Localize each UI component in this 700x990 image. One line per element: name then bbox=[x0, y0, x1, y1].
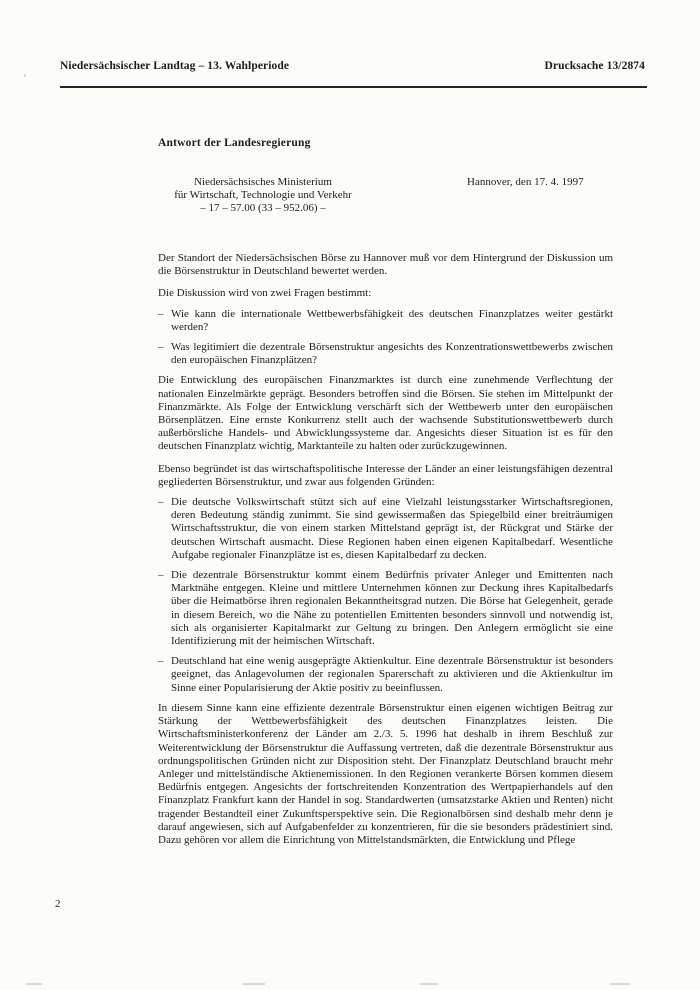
list-item bbox=[158, 655, 613, 695]
running-head-left: Niedersächsischer Landtag – 13. Wahlperiode bbox=[60, 60, 290, 72]
scan-artifact bbox=[26, 983, 42, 985]
ministry-department: für Wirtschaft, Technologie und Verkehr bbox=[174, 189, 352, 201]
ministry-reference-number: – 17 – 57.00 (33 – 952.06) – bbox=[200, 202, 326, 214]
list-item bbox=[158, 341, 613, 367]
dateline: Hannover, den 17. 4. 1997 bbox=[467, 176, 584, 188]
header-rule bbox=[60, 86, 647, 88]
reason-list bbox=[158, 496, 613, 695]
list-item-text: Deutschland hat eine wenig ausgeprägte Aktienkultur. Eine dezentrale Börsenstruktur ist besonders geeignet, das Anlagevolumen der regionalen Sparerschaft zu aktivieren und die Aktienkultur im Sinne einer Popularisierung der Aktie positiv zu beeinflussen. bbox=[171, 655, 613, 694]
paragraph: Ebenso begründet ist das wirtschaftspolitische Interesse der Länder an einer leistungsfähigen dezentral gegliederten Börsenstruktur, und zwar aus folgenden Gründen: bbox=[158, 462, 613, 488]
paragraph: Der Standort der Niedersächsischen Börse zu Hannover muß vor dem Hintergrund der Diskussion um die Börsenstruktur in Deutschland bewertet werden. bbox=[158, 252, 613, 278]
paragraph: Die Entwicklung des europäischen Finanzmarktes ist durch eine zunehmende Verflechtung der nationalen Einzelmärkte geprägt. Besonders betroffen sind die Börsen. Sie stehen im Mittelpunkt der Finanzmärkte. Als Folge der Entwicklung verschärft sich der Wettbewerb unter den europäischen Börsenplätzen. Eine ernste Konkurrenz stellt auch der wachsende Substitutionswettbewerb durch außerbörsliche Handels- und Abwicklungssysteme dar. Angesichts dieser Situation ist es für den deutschen Finanzplatz wichtig, Marktanteile zu halten oder zurückzugewinnen. bbox=[158, 374, 613, 453]
scan-artifact bbox=[243, 983, 265, 985]
list-item-text: Was legitimiert die dezentrale Börsenstruktur angesichts des Konzentrationswettbewerbs zwischen den europäischen Finanzplätzen? bbox=[171, 341, 613, 367]
list-dash: – bbox=[158, 569, 164, 582]
list-dash: – bbox=[158, 307, 164, 320]
section-title: Antwort der Landesregierung bbox=[158, 137, 311, 149]
list-item bbox=[158, 496, 613, 562]
scan-artifact bbox=[24, 74, 26, 77]
page-number: 2 bbox=[55, 898, 61, 910]
scan-artifact bbox=[610, 983, 630, 985]
document-body bbox=[158, 252, 613, 856]
paragraph: Die Diskussion wird von zwei Fragen bestimmt: bbox=[158, 287, 372, 300]
scan-artifact bbox=[420, 983, 438, 985]
running-head-right: Drucksache 13/2874 bbox=[544, 60, 645, 72]
list-dash: – bbox=[158, 341, 164, 354]
list-item-text: Die dezentrale Börsenstruktur kommt einem Bedürfnis privater Anleger und Emittenten nach Marktnähe entgegen. Kleine und mittlere Unternehmen können zur Deckung ihres Kapitalbedarfs über die Heimatbörse ihren regionalen Bekanntheitsgrad nutzen. Die Börse hat Gelegenheit, gerade in diesem Bereich, wo die Nähe zu potentiellen Emittenten besonders sinnvoll und notwendig ist, sich als organisierter Kapitalmarkt zur Geltung zu bringen. Den Anlegern ermöglicht sie eine Identifizierung mit der heimischen Wirtschaft. bbox=[171, 569, 613, 648]
ministry-name: Niedersächsisches Ministerium bbox=[194, 176, 332, 188]
list-item bbox=[158, 569, 613, 648]
list-dash: – bbox=[158, 496, 164, 509]
question-list bbox=[158, 308, 613, 368]
list-item bbox=[158, 308, 613, 334]
paragraph: In diesem Sinne kann eine effiziente dezentrale Börsenstruktur einen eigenen wichtigen Beitrag zur Stärkung der Wettbewerbsfähigkeit des deutschen Finanzplatzes leisten. Die Wirtschaftsministerkonferenz der Länder am 2./3. 5. 1996 hat deshalb in ihrem Beschluß zur Weiterentwicklung der Börsenstruktur die Auffassung vertreten, daß die dezentrale Börsenstruktur aus ordnungspolitischen Gründen nicht zur Disposition steht. Der Finanzplatz Deutschland braucht mehr Anleger und mittelständische Aktienemissionen. In den Regionen verankerte Börsen kommen diesem Bedürfnis entgegen. Angesichts der fortschreitenden Konzentration des Wertpapierhandels auf den Finanzplatz Frankfurt kann der Handel in sog. Standardwerten (umsatzstarke Aktien und Renten) nicht tragender Bestandteil einer Zukunftsperspektive sein. Die Regionalbörsen sind deshalb mehr denn je darauf angewiesen, sich auf Aufgabenfelder zu konzentrieren, für die sie besonders prädestiniert sind. Dazu gehören vor allem die Einrichtung von Mittelstandsmärkten, die Entwicklung und Pflege bbox=[158, 701, 613, 846]
list-item-text: Die deutsche Volkswirtschaft stützt sich auf eine Vielzahl leistungsstarker Wirtschaftsregionen, deren Bedeutung ständig zunimmt. Sie sind gewissermaßen das Spiegelbild einer breiträumigen Wirtschaftsstruktur, die von einem starken Mittelstand geprägt ist, der Rückgrat und Stärke der deutschen Wirtschaft ausmacht. Diese Regionen haben einen eigenen Kapitalbedarf. Wesentliche Aufgabe regionaler Finanzplätze ist es, diesen Kapitalbedarf zu decken. bbox=[171, 496, 613, 561]
list-dash: – bbox=[158, 655, 164, 668]
list-item-text: Wie kann die internationale Wettbewerbsfähigkeit des deutschen Finanzplatzes weiter gestärkt werden? bbox=[171, 307, 613, 333]
ministry-block bbox=[156, 176, 370, 215]
